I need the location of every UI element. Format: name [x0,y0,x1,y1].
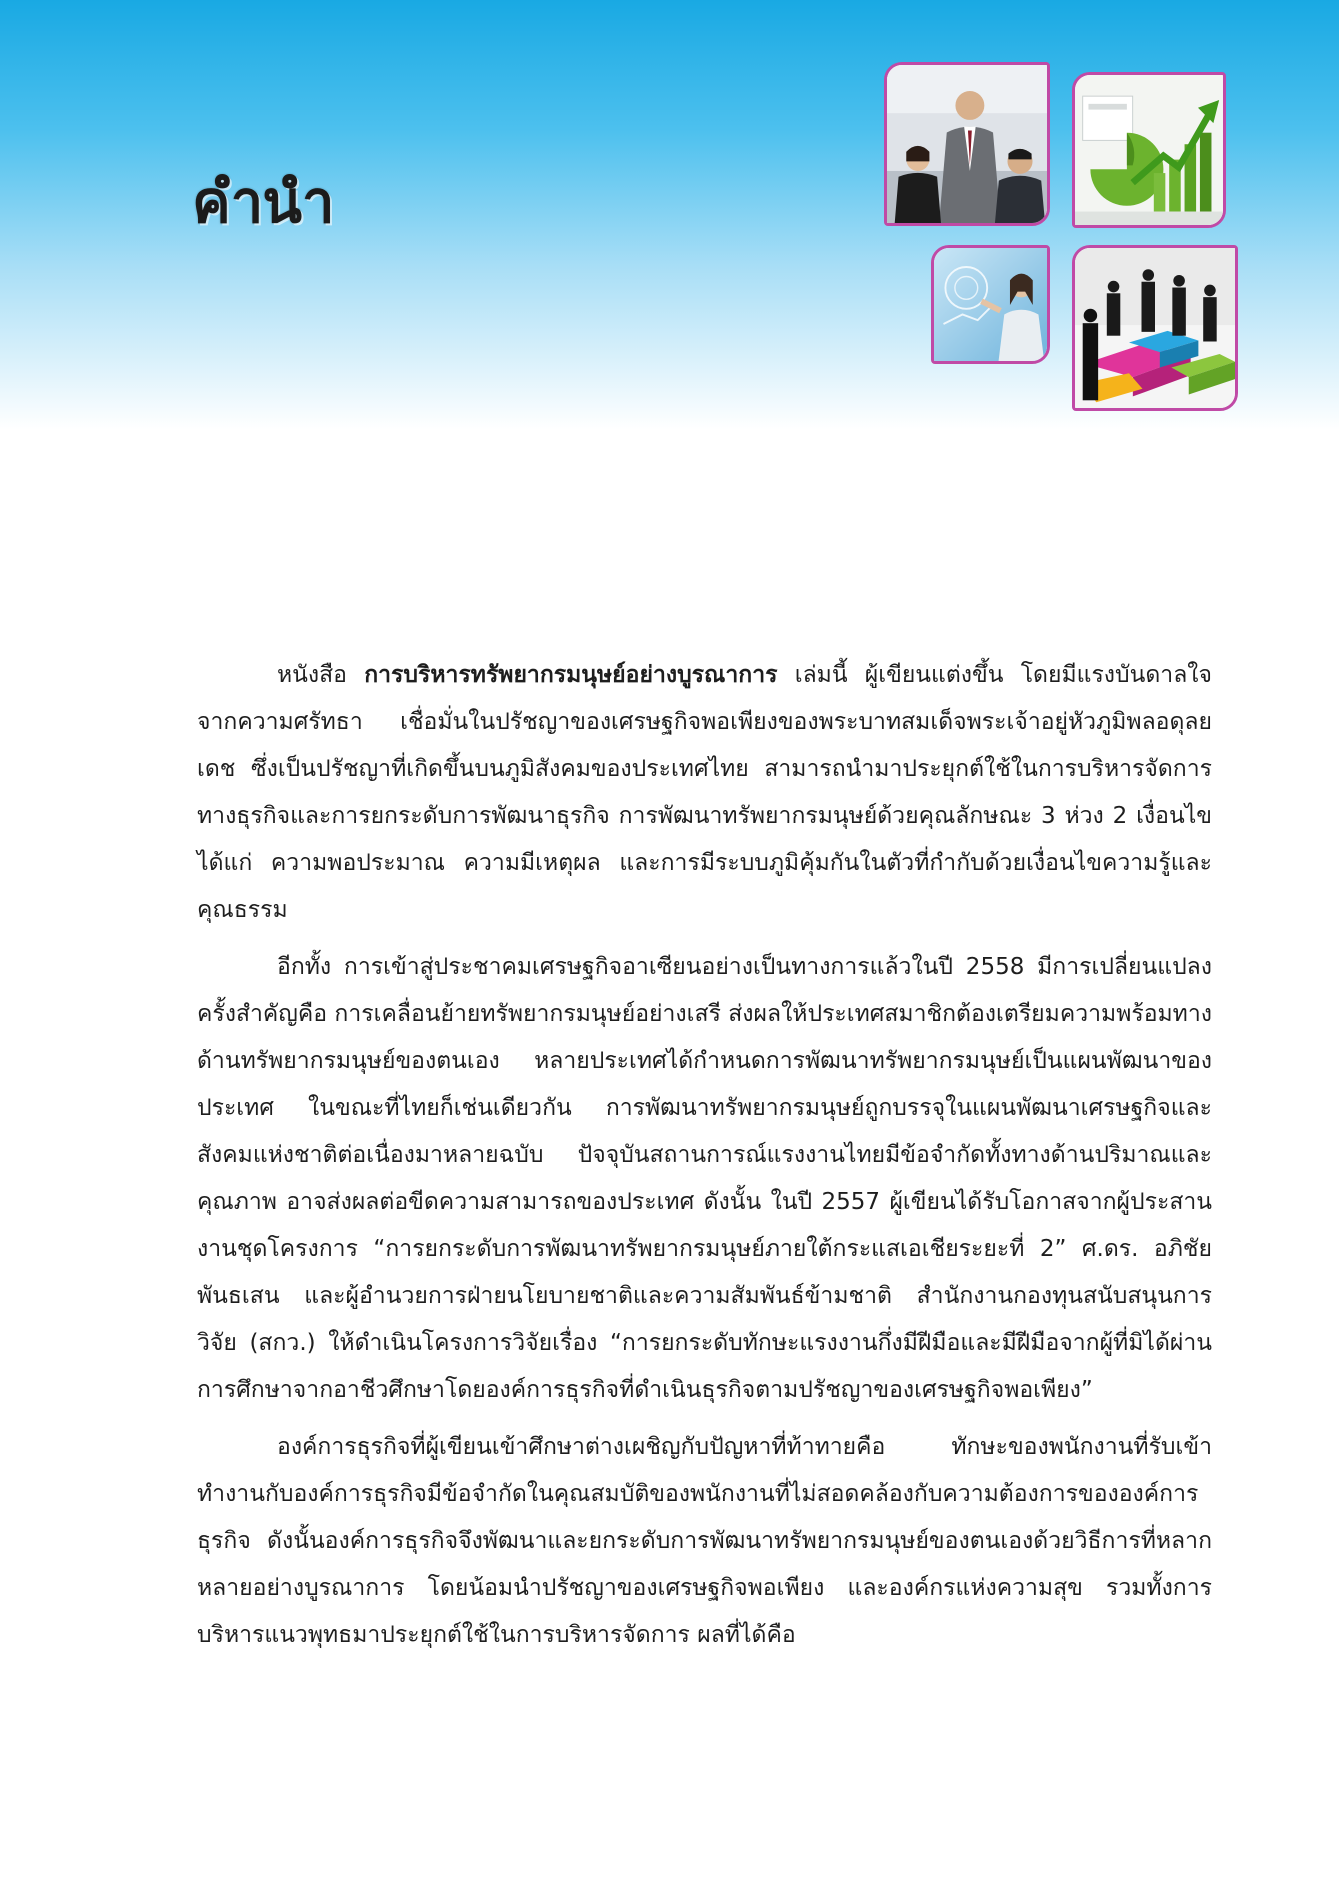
book-title-bold: การบริหารทรัพยากรมนุษย์อย่างบูรณาการ [364,662,778,688]
growth-chart-photo [1072,72,1226,228]
paragraph-1-intro: หนังสือ [277,662,365,688]
touchscreen-woman-photo [931,245,1050,364]
preface-paragraph-3: องค์การธุรกิจที่ผู้เขียนเข้าศึกษาต่างเผชิญกับปัญหาที่ท้าทายคือ ทักษะของพนักงานที่รับเข้าทำงานกับองค์การธุรกิจมีข้อจำกัดในคุณสมบัติของพนักงานที่ไม่สอดคล้องกับความต้องการขององค์การธุรกิจ ดังนั้นองค์การธุรกิจจึงพัฒนาและยกระดับการพัฒนาทรัพยากรมนุษย์ของตนเองด้วยวิธีการที่หลากหลายอย่างบูรณาการ โดยน้อมนำปรัชญาของเศรษฐกิจพอเพียง และองค์กรแห่งความสุข รวมทั้งการบริหารแนวพุทธมาประยุกต์ใช้ในการบริหารจัดการ ผลที่ได้คือ [197,1434,1212,1648]
preface-paragraph-2: อีกทั้ง การเข้าสู่ประชาคมเศรษฐกิจอาเซียนอย่างเป็นทางการแล้วในปี 2558 มีการเปลี่ยนแปลงครั้งสำคัญคือ การเคลื่อนย้ายทรัพยากรมนุษย์อย่างเสรี ส่งผลให้ประเทศสมาชิกต้องเตรียมความพร้อมทางด้านทรัพยากรมนุษย์ของตนเอง หลายประเทศได้กำหนดการพัฒนาทรัพยากรมนุษย์เป็นแผนพัฒนาของประเทศ ในขณะที่ไทยก็เช่นเดียวกัน การพัฒนาทรัพยากรมนุษย์ถูกบรรจุในแผนพัฒนาเศรษฐกิจและสังคมแห่งชาติต่อเนื่องมาหลายฉบับ ปัจจุบันสถานการณ์แรงงานไทยมีข้อจำกัดทั้งทางด้านปริมาณและคุณภาพ อาจส่งผลต่อขีดความสามารถของประเทศ ดังนั้น ในปี 2557 ผู้เขียนได้รับโอกาสจากผู้ประสานงานชุดโครงการ “การยกระดับการพัฒนาทรัพยากรมนุษย์ภายใต้กระแสเอเชียระยะที่ 2” ศ.ดร. อภิชัย พันธเสน และผู้อำนวยการฝ่ายนโยบายชาติและความสัมพันธ์ข้ามชาติ สำนักงานกองทุนสนับสนุนการวิจัย (สกว.) ให้ดำเนินโครงการวิจัยเรื่อง “การยกระดับทักษะแรงงานกึ่งมีฝีมือและมีฝีมือจากผู้ที่มิได้ผ่านการศึกษาจากอาชีวศึกษาโดยองค์การธุรกิจที่ดำเนินธุรกิจตามปรัชญาของเศรษฐกิจพอเพียง” [197,954,1212,1403]
page-title: คำนำ [192,168,334,236]
preface-paragraph-1 [197,652,1212,934]
business-team-photo [884,62,1050,226]
paragraph-1-text: เล่มนี้ ผู้เขียนแต่งขึ้น โดยมีแรงบันดาลใจจากความศรัทธา เชื่อมั่นในปรัชญาของเศรษฐกิจพอเพียงของพระบาทสมเด็จพระเจ้าอยู่หัวภูมิพลอดุลยเดช ซึ่งเป็นปรัชญาที่เกิดขึ้นบนภูมิสังคมของประเทศไทย สามารถนำมาประยุกต์ใช้ในการบริหารจัดการทางธุรกิจและการยกระดับการพัฒนาธุรกิจ การพัฒนาทรัพยากรมนุษย์ด้วยคุณลักษณะ 3 ห่วง 2 เงื่อนไข ได้แก่ ความพอประมาณ ความมีเหตุผล และการมีระบบภูมิคุ้มกันในตัวที่กำกับด้วยเงื่อนไขความรู้และคุณธรรม [197,662,1213,923]
podium-business-people-photo [1072,245,1238,411]
preface-body [197,652,1212,1669]
